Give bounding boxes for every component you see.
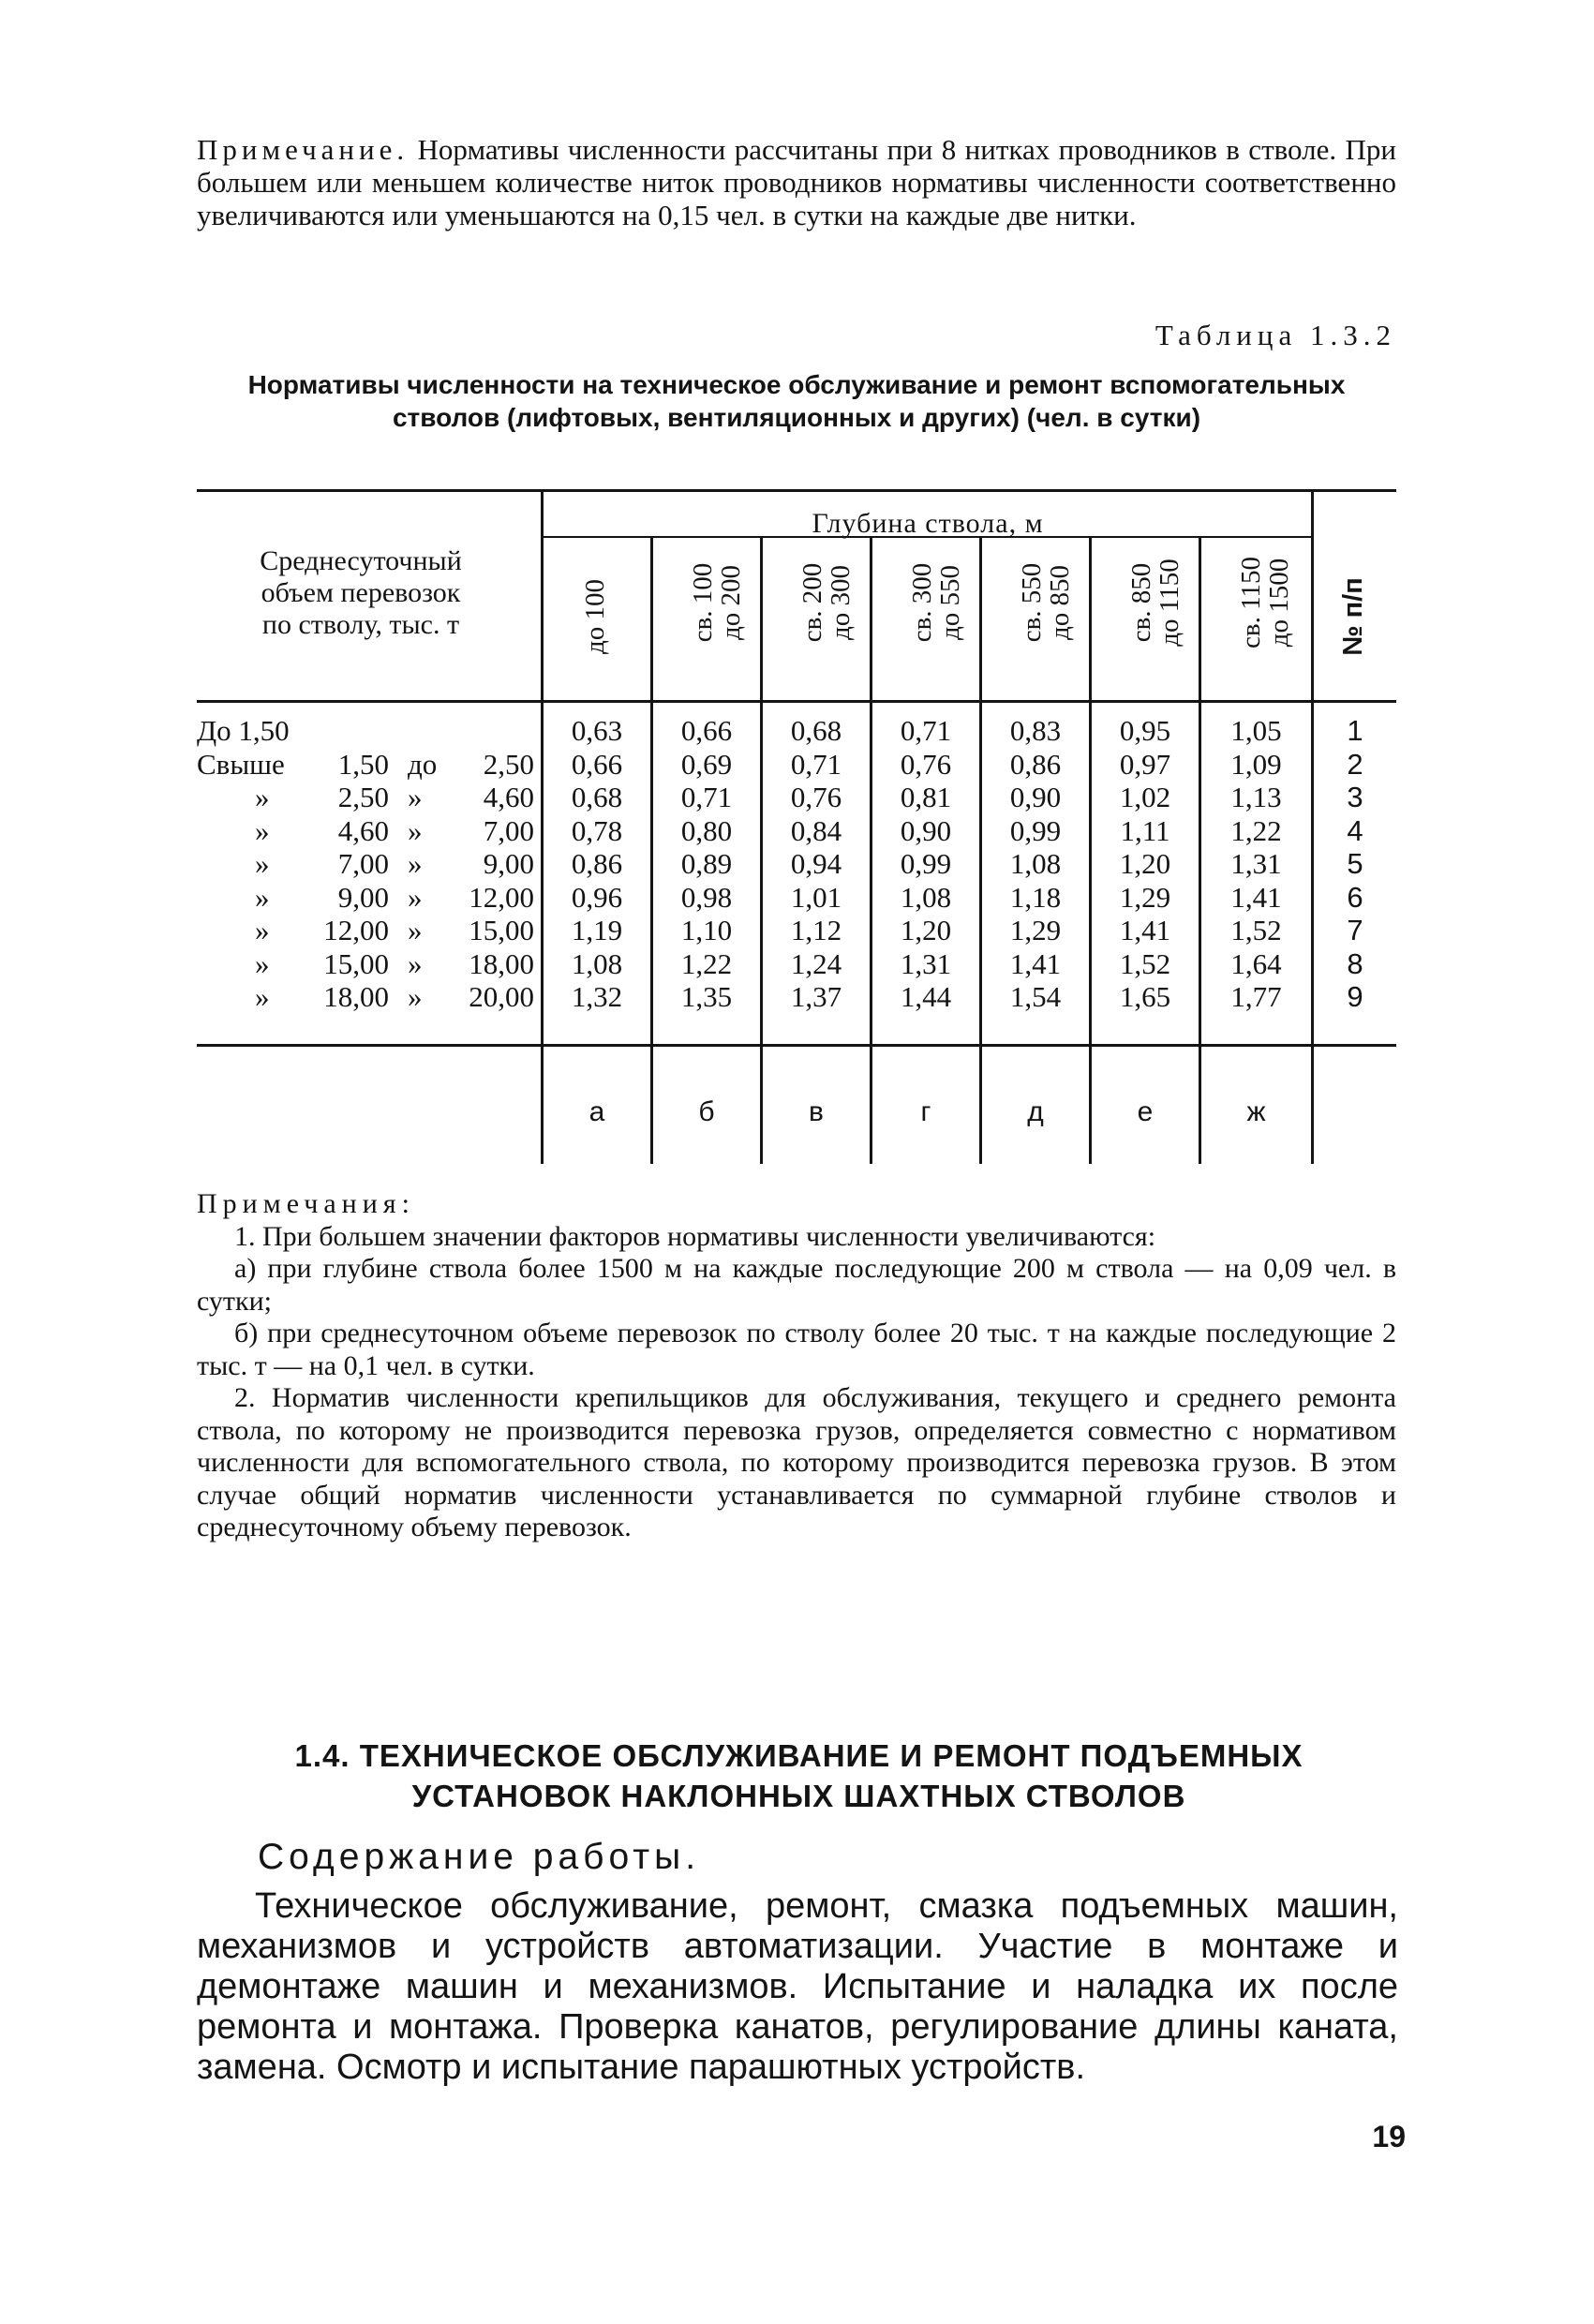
row-label-from: 4,60 xyxy=(337,813,389,847)
table-cell: 1,20 xyxy=(900,914,952,946)
column-letter: в xyxy=(809,1096,824,1127)
row-number: 3 xyxy=(1347,781,1363,813)
volume-header-line: объем перевозок xyxy=(261,577,461,608)
depth-col-header-c-line2: до 300 xyxy=(826,565,856,641)
notes-heading: Примечания: xyxy=(197,1188,415,1219)
table-cell: 1,01 xyxy=(790,880,842,914)
row-label-word: Свыше xyxy=(197,747,285,781)
table-cell: 0,84 xyxy=(790,813,842,847)
note-top-text: Нормативы численности рассчитаны при 8 нитках проводников в стволе. При большем или меньшем количестве ниток проводников нормативы численности соответственно увеличиваются или уменьшаются на 0,15 чел. в сутки на каждые две нитки. xyxy=(197,133,1397,231)
column-letter: е xyxy=(1137,1096,1154,1127)
table-cell: 1,20 xyxy=(1119,847,1171,880)
table-cell: 0,80 xyxy=(680,813,733,847)
depth-col-header-g-line2: до 1500 xyxy=(1264,558,1294,648)
row-label-ditto: » xyxy=(255,813,270,847)
volume-header-line: Среднесуточный xyxy=(260,545,462,576)
table-cell: 1,02 xyxy=(1119,781,1171,813)
row-label-ditto: » xyxy=(255,914,270,946)
table-cell: 1,19 xyxy=(571,914,623,946)
row-label-from: 12,00 xyxy=(323,914,389,946)
depth-col-header-f-line2: до 1150 xyxy=(1155,559,1184,647)
table-cell: 0,66 xyxy=(680,714,733,747)
table-notes xyxy=(197,1188,1396,1544)
table-cell: 0,71 xyxy=(680,781,733,813)
row-label-to: 4,60 xyxy=(483,781,534,813)
table-cell: 0,81 xyxy=(900,781,952,813)
table-cell: 1,31 xyxy=(900,946,952,980)
table-cell: 1,31 xyxy=(1230,847,1282,880)
table-cell: 0,78 xyxy=(571,813,623,847)
table-cell: 1,18 xyxy=(1009,880,1062,914)
row-label-word: до xyxy=(408,747,438,781)
staffing-table xyxy=(197,489,1396,1164)
table-cell: 1,44 xyxy=(900,980,952,1013)
table-cell: 1,12 xyxy=(790,914,842,946)
row-label-from: 1,50 xyxy=(337,747,389,781)
depth-col-header-g-line1: св. 1150 xyxy=(1236,557,1266,648)
table-cell: 1,41 xyxy=(1009,946,1062,980)
note-item: 1. При большем значении факторов нормативы численности увеличиваются: xyxy=(234,1220,1156,1252)
row-label-ditto: » xyxy=(408,847,423,880)
table-title: Нормативы численности на техническое обслуживание и ремонт вспомогательных стволов (лифтовых, вентиляционных и других) (чел. в сутки) xyxy=(247,370,1346,432)
value-column-g xyxy=(1201,714,1311,1014)
depth-col-header-f-line1: св. 850 xyxy=(1126,562,1156,643)
depth-col-header-b-line1: св. 100 xyxy=(688,562,718,643)
volume-header-line: по стволу, тыс. т xyxy=(261,609,460,640)
row-label-from: 15,00 xyxy=(323,946,389,980)
table-cell: 1,08 xyxy=(1009,847,1062,880)
row-label-ditto: » xyxy=(408,880,423,914)
table-cell: 1,35 xyxy=(680,980,733,1013)
column-letter: б xyxy=(698,1096,715,1127)
column-letter: г xyxy=(920,1096,931,1127)
table-cell: 0,98 xyxy=(680,880,733,914)
note-top xyxy=(197,133,1396,231)
row-number: 4 xyxy=(1347,813,1363,847)
value-column-a xyxy=(544,714,650,1014)
section-heading-line: 1.4. ТЕХНИЧЕСКОЕ ОБСЛУЖИВАНИЕ И РЕМОНТ ПОДЪЕМНЫХ xyxy=(294,1738,1304,1773)
table-cell: 0,71 xyxy=(900,714,952,747)
table-cell: 0,76 xyxy=(790,781,842,813)
table-cell: 1,52 xyxy=(1119,946,1171,980)
row-label-to: 12,00 xyxy=(469,880,534,914)
row-label-ditto: » xyxy=(408,914,423,946)
row-label-to: 2,50 xyxy=(483,747,534,781)
section-body-paragraph: Техническое обслуживание, ремонт, смазка подъемных машин, механизмов и устройств автоматизации. Участие в монтаже и демонтаже машин и механизмов. Испытание и наладка их после ремонта и монтажа. Проверка канатов, регулирование длины каната, замена. Осмотр и испытание парашютных устройств. xyxy=(197,1886,1398,2087)
table-cell: 0,76 xyxy=(900,747,952,781)
table-cell: 0,86 xyxy=(571,847,623,880)
row-label xyxy=(197,980,534,1014)
row-label-from: 9,00 xyxy=(337,880,389,914)
note-item: б) при среднесуточном объеме перевозок по стволу более 20 тыс. т на каждые последующие 2 тыс. т — на 0,1 чел. в сутки. xyxy=(197,1318,1396,1381)
note-top-label: Примечание. xyxy=(197,133,410,166)
header-bottom-rule xyxy=(197,700,1396,703)
row-number: 7 xyxy=(1347,914,1363,946)
row-label-ditto: » xyxy=(408,946,423,980)
row-label-ditto: » xyxy=(408,980,423,1013)
row-number: 8 xyxy=(1347,946,1363,980)
table-cell: 0,68 xyxy=(571,781,623,813)
table-cell: 1,32 xyxy=(571,980,623,1013)
row-number: 6 xyxy=(1347,880,1363,914)
table-cell: 1,77 xyxy=(1230,980,1282,1013)
value-column-e xyxy=(982,714,1089,1014)
table-cell: 1,24 xyxy=(790,946,842,980)
table-top-rule xyxy=(197,489,1396,492)
table-cell: 0,89 xyxy=(680,847,733,880)
volume-header xyxy=(197,545,525,641)
table-cell: 1,22 xyxy=(680,946,733,980)
table-cell: 1,10 xyxy=(680,914,733,946)
row-label-ditto: » xyxy=(408,813,423,847)
value-column-b xyxy=(653,714,760,1014)
row-number: 2 xyxy=(1347,747,1363,781)
table-cell: 1,29 xyxy=(1009,914,1062,946)
row-label-from: 2,50 xyxy=(337,781,389,813)
row-label xyxy=(197,781,534,814)
page-number: 19 xyxy=(1372,2120,1406,2153)
section-heading xyxy=(201,1736,1396,1816)
depth-col-header-b-line2: до 200 xyxy=(716,565,746,641)
depth-col-header-e-line1: св. 550 xyxy=(1017,562,1047,643)
row-label xyxy=(197,914,534,947)
table-cell: 1,11 xyxy=(1120,813,1170,847)
row-label-to: 9,00 xyxy=(483,847,534,880)
row-label-ditto: » xyxy=(255,946,270,980)
depth-caption: Глубина ствола, м xyxy=(812,508,1044,539)
section-subheading: Содержание работы. xyxy=(258,1837,701,1877)
column-letter: д xyxy=(1027,1096,1044,1127)
row-label-ditto: » xyxy=(255,980,270,1013)
table-reference: Таблица 1.3.2 xyxy=(1155,319,1396,351)
row-label-to: 20,00 xyxy=(469,980,534,1013)
row-number-column xyxy=(1314,714,1396,1014)
row-labels xyxy=(197,714,534,1014)
table-cell: 0,83 xyxy=(1009,714,1062,747)
row-label xyxy=(197,947,534,981)
table-cell: 1,54 xyxy=(1009,980,1062,1013)
table-cell: 1,22 xyxy=(1230,813,1282,847)
row-number: 9 xyxy=(1347,980,1363,1013)
table-cell: 1,08 xyxy=(571,946,623,980)
depth-col-header-d-line1: св. 300 xyxy=(907,562,937,643)
row-number: 5 xyxy=(1347,847,1363,880)
table-cell: 0,69 xyxy=(680,747,733,781)
table-cell: 0,63 xyxy=(571,714,623,747)
value-column-f xyxy=(1092,714,1199,1014)
depth-col-header-e-line2: до 850 xyxy=(1045,565,1075,641)
row-label-from: 7,00 xyxy=(337,847,389,880)
table-cell: 0,95 xyxy=(1119,714,1171,747)
section-heading-line: УСТАНОВОК НАКЛОННЫХ ШАХТНЫХ СТВОЛОВ xyxy=(411,1779,1186,1813)
table-cell: 0,90 xyxy=(900,813,952,847)
row-label xyxy=(197,847,534,881)
row-label-text: До 1,50 xyxy=(197,714,290,747)
value-column-c xyxy=(763,714,870,1014)
row-label xyxy=(197,748,534,782)
depth-col-header-d-line2: до 550 xyxy=(935,565,965,641)
depth-col-header-c-line1: св. 200 xyxy=(797,562,827,643)
table-cell: 1,08 xyxy=(900,880,952,914)
row-label-ditto: » xyxy=(255,847,270,880)
column-letter: ж xyxy=(1246,1096,1266,1127)
table-cell: 0,66 xyxy=(571,747,623,781)
section-body xyxy=(197,1886,1398,2088)
row-label-to: 18,00 xyxy=(469,946,534,980)
table-cell: 1,29 xyxy=(1119,880,1171,914)
table-cell: 1,65 xyxy=(1119,980,1171,1013)
table-cell: 0,94 xyxy=(790,847,842,880)
row-label xyxy=(197,714,534,748)
row-label-ditto: » xyxy=(255,880,270,914)
table-cell: 1,64 xyxy=(1230,946,1282,980)
row-label-ditto: » xyxy=(408,781,423,813)
table-cell: 1,41 xyxy=(1230,880,1282,914)
table-cell: 1,37 xyxy=(790,980,842,1013)
table-cell: 1,09 xyxy=(1230,747,1282,781)
table-cell: 0,97 xyxy=(1119,747,1171,781)
table-cell: 0,99 xyxy=(1009,813,1062,847)
table-cell: 0,96 xyxy=(571,880,623,914)
column-letter: а xyxy=(588,1096,605,1127)
row-label-ditto: » xyxy=(255,781,270,813)
table-cell: 0,90 xyxy=(1009,781,1062,813)
row-label xyxy=(197,881,534,915)
row-label-to: 15,00 xyxy=(469,914,534,946)
depth-col-header-a: до 100 xyxy=(580,579,610,655)
row-label-to: 7,00 xyxy=(483,813,534,847)
row-label xyxy=(197,814,534,848)
value-column-d xyxy=(872,714,979,1014)
table-cell: 0,68 xyxy=(790,714,842,747)
table-cell: 0,71 xyxy=(790,747,842,781)
table-cell: 1,13 xyxy=(1230,781,1282,813)
body-bottom-rule xyxy=(197,1044,1396,1047)
row-number-header: № п/п xyxy=(1338,577,1368,656)
table-cell: 1,41 xyxy=(1119,914,1171,946)
table-cell: 1,05 xyxy=(1230,714,1282,747)
note-item: а) при глубине ствола более 1500 м на каждые последующие 200 м ствола — на 0,09 чел. в сутки; xyxy=(197,1253,1396,1317)
table-cell: 0,99 xyxy=(900,847,952,880)
table-cell: 0,86 xyxy=(1009,747,1062,781)
row-label-from: 18,00 xyxy=(323,980,389,1013)
table-cell: 1,52 xyxy=(1230,914,1282,946)
note-item: 2. Норматив численности крепильщиков для обслуживания, текущего и среднего ремонта ствола, по которому не производится перевозка грузов, определяется совместно с нормативом численности для вспомогательного ствола, по которому производится перевозка грузов. В этом случае общий норматив численности устанавливается по суммарной глубине стволов и среднесуточному объему перевозок. xyxy=(197,1382,1396,1542)
row-number: 1 xyxy=(1347,714,1363,747)
